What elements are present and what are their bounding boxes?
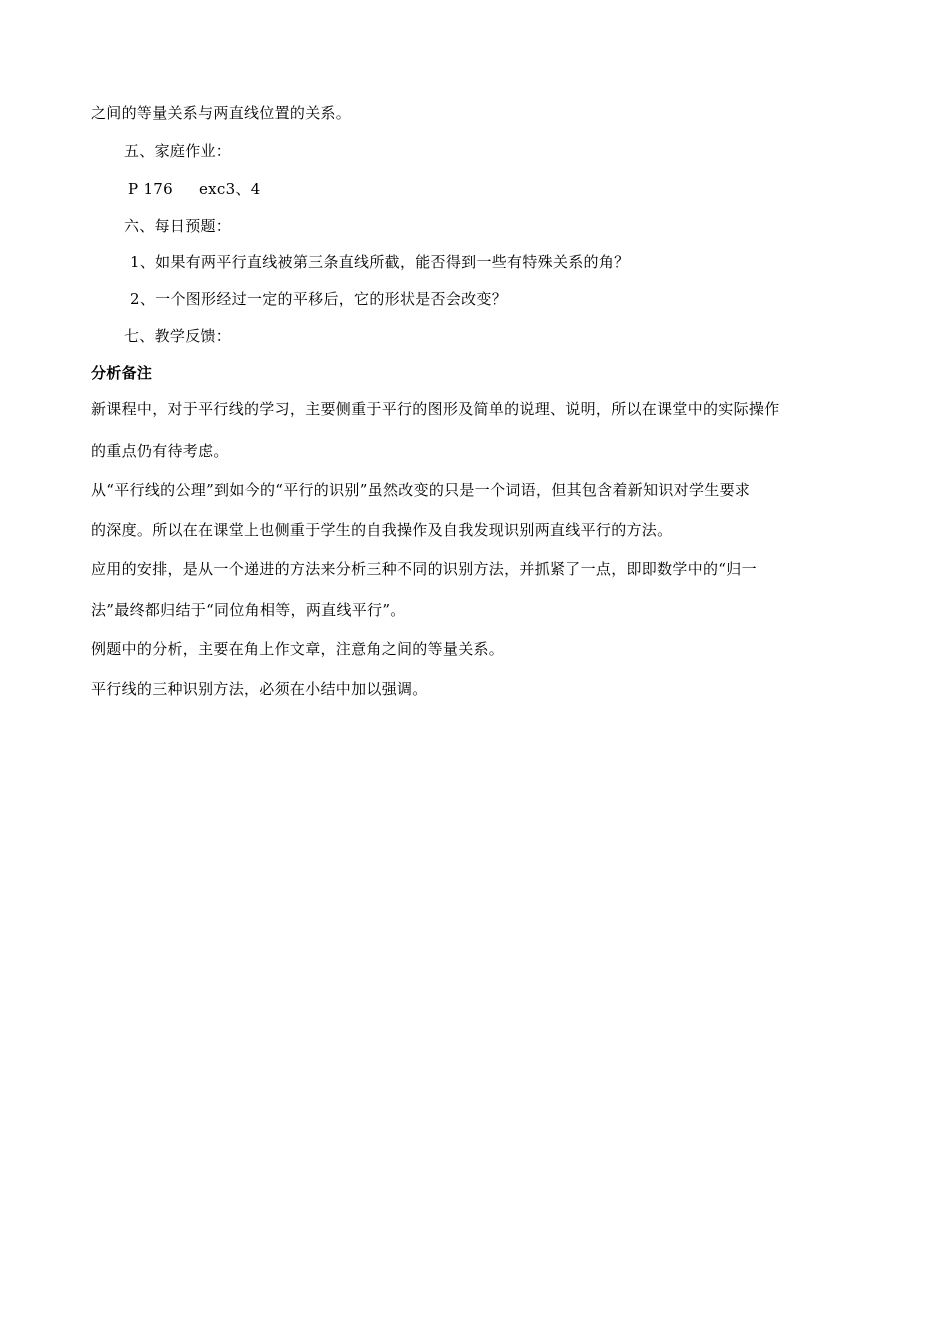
homework-heading: 五、家庭作业： [124,142,232,160]
analysis-heading: 分析备注 [91,364,153,382]
analysis-paragraph-3-line-1: 应用的安排，是从一个递进的方法来分析三种不同的识别方法，并抓紧了一点，即即数学中的“归一 [91,560,757,578]
analysis-paragraph-2-line-2: 的深度。所以在在课堂上也侧重于学生的自我操作及自我发现识别两直线平行的方法。 [91,521,673,539]
analysis-paragraph-3-line-2: 法”最终都归结于“同位角相等，两直线平行”。 [91,601,406,619]
preview-heading: 六、每日预题： [124,217,232,235]
continuation-text: 之间的等量关系与两直线位置的关系。 [91,104,352,122]
analysis-paragraph-1-line-2: 的重点仍有待考虑。 [91,442,229,460]
homework-exercise: exc3、4 [199,180,261,198]
analysis-paragraph-5: 平行线的三种识别方法，必须在小结中加以强调。 [91,680,428,698]
analysis-paragraph-1-line-1: 新课程中，对于平行线的学习，主要侧重于平行的图形及简单的说理、说明，所以在课堂中的实际操作 [91,400,780,418]
homework-page: P 176 [128,180,173,198]
feedback-heading: 七、教学反馈： [124,327,232,345]
analysis-paragraph-4: 例题中的分析，主要在角上作文章，注意角之间的等量关系。 [91,640,505,658]
preview-question-2: 2、一个图形经过一定的平移后，它的形状是否会改变？ [130,290,508,308]
analysis-paragraph-2-line-1: 从“平行线的公理”到如今的“平行的识别”虽然改变的只是一个词语，但其包含着新知识对学生要求 [91,481,751,499]
preview-question-1: 1、如果有两平行直线被第三条直线所截，能否得到一些有特殊关系的角？ [130,253,630,271]
homework-reference [128,179,261,199]
